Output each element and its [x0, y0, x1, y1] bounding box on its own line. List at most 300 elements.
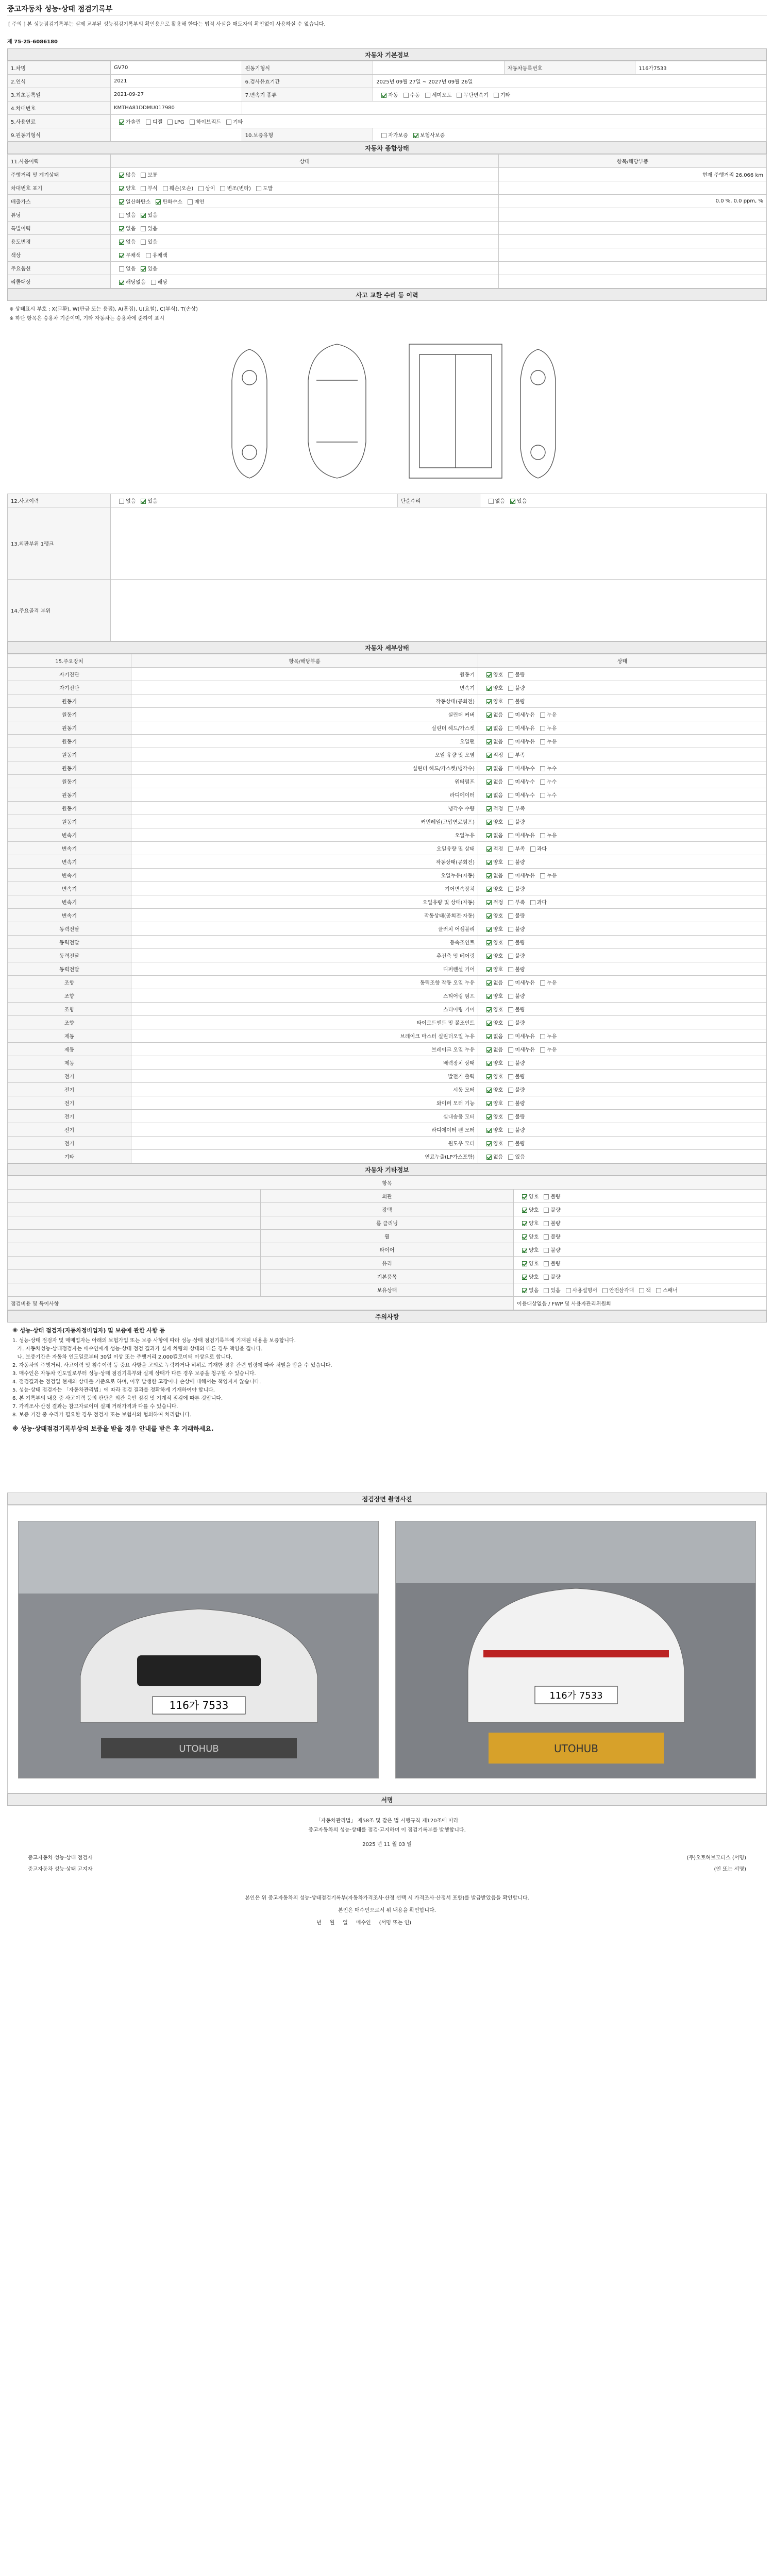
checkbox-icon[interactable]	[530, 846, 535, 852]
checkbox-icon[interactable]	[508, 913, 513, 919]
detail-option[interactable]	[481, 672, 503, 678]
detail-option[interactable]	[481, 699, 503, 705]
detail-option[interactable]	[481, 967, 503, 973]
checkbox-icon[interactable]	[508, 994, 513, 999]
detail-option[interactable]	[481, 713, 503, 718]
checkbox-icon[interactable]	[486, 1007, 492, 1012]
checkbox-icon[interactable]	[141, 226, 146, 231]
basic-option[interactable]	[114, 120, 141, 125]
checkbox-icon[interactable]	[508, 753, 513, 758]
checkbox-icon[interactable]	[486, 726, 492, 731]
detail-option[interactable]	[481, 833, 503, 839]
checkbox-icon[interactable]	[508, 766, 513, 771]
detail-option[interactable]	[481, 1141, 503, 1147]
checkbox-icon[interactable]	[119, 120, 124, 125]
detail-status	[478, 1016, 767, 1029]
basic-option[interactable]	[376, 133, 408, 139]
checkbox-icon[interactable]	[508, 699, 513, 704]
summary-option[interactable]	[136, 213, 157, 218]
checkbox-icon[interactable]	[425, 93, 430, 98]
tool-option[interactable]	[634, 1288, 651, 1294]
checkbox-icon[interactable]	[656, 1288, 661, 1293]
checkbox-icon[interactable]	[226, 120, 231, 125]
checkbox-icon[interactable]	[639, 1288, 644, 1293]
checkbox-icon[interactable]	[167, 120, 173, 125]
checkbox-icon[interactable]	[508, 927, 513, 932]
checkbox-icon[interactable]	[486, 1088, 492, 1093]
basic-option[interactable]	[408, 133, 445, 139]
detail-option[interactable]	[535, 779, 557, 785]
detail-option[interactable]	[481, 1047, 503, 1053]
checkbox-icon[interactable]	[486, 833, 492, 838]
checkbox-icon[interactable]	[486, 1034, 492, 1039]
checkbox-icon[interactable]	[508, 967, 513, 972]
detail-option[interactable]	[481, 686, 503, 691]
detail-option[interactable]	[503, 1034, 535, 1040]
detail-option[interactable]	[481, 1088, 503, 1093]
checkbox-icon[interactable]	[508, 713, 513, 718]
checkbox-icon[interactable]	[540, 1047, 545, 1053]
checkbox-icon[interactable]	[508, 887, 513, 892]
summary-option[interactable]	[136, 173, 157, 178]
detail-option[interactable]	[503, 820, 525, 825]
checkbox-icon[interactable]	[119, 173, 124, 178]
checkbox-icon[interactable]	[544, 1248, 549, 1253]
checkbox-icon[interactable]	[486, 860, 492, 865]
detail-option[interactable]	[503, 954, 525, 959]
basic-option[interactable]	[398, 93, 420, 98]
other-option[interactable]	[539, 1275, 560, 1280]
checkbox-icon[interactable]	[220, 186, 225, 191]
checkbox-icon[interactable]	[381, 133, 386, 138]
detail-option[interactable]	[535, 1034, 557, 1040]
summary-option[interactable]	[146, 280, 167, 285]
summary-option[interactable]	[114, 199, 150, 205]
detail-option[interactable]	[481, 980, 503, 986]
summary-option[interactable]	[114, 280, 146, 285]
checkbox-icon[interactable]	[486, 753, 492, 758]
detail-option[interactable]	[481, 860, 503, 866]
detail-option[interactable]	[481, 846, 503, 852]
checkbox-icon[interactable]	[486, 806, 492, 811]
checkbox-icon[interactable]	[522, 1288, 527, 1293]
checkbox-icon[interactable]	[256, 186, 261, 191]
detail-option[interactable]	[481, 1101, 503, 1107]
summary-option[interactable]	[251, 186, 273, 192]
other-option[interactable]	[539, 1234, 560, 1240]
detail-option[interactable]	[481, 940, 503, 946]
checkbox-icon[interactable]	[522, 1221, 527, 1226]
checkbox-icon[interactable]	[540, 980, 545, 986]
checkbox-icon[interactable]	[486, 994, 492, 999]
other-option[interactable]	[539, 1261, 560, 1267]
checkbox-icon[interactable]	[540, 713, 545, 718]
summary-option[interactable]	[136, 226, 157, 232]
tool-option[interactable]	[517, 1288, 539, 1294]
checkbox-icon[interactable]	[544, 1261, 549, 1266]
checkbox-icon[interactable]	[508, 686, 513, 691]
detail-option[interactable]	[503, 994, 525, 999]
detail-option[interactable]	[481, 1021, 503, 1026]
detail-option[interactable]	[481, 820, 503, 825]
basic-option[interactable]	[489, 93, 510, 98]
detail-option[interactable]	[481, 739, 503, 745]
checkbox-icon[interactable]	[508, 820, 513, 825]
detail-option[interactable]	[503, 713, 535, 718]
checkbox-icon[interactable]	[146, 120, 151, 125]
checkbox-icon[interactable]	[508, 1155, 513, 1160]
checkbox-icon[interactable]	[146, 253, 151, 258]
detail-option[interactable]	[535, 713, 557, 718]
detail-option[interactable]	[481, 1061, 503, 1066]
detail-option[interactable]	[535, 833, 557, 839]
checkbox-icon[interactable]	[119, 213, 124, 218]
checkbox-icon[interactable]	[508, 954, 513, 959]
checkbox-icon[interactable]	[486, 954, 492, 959]
detail-item: 오일팬	[131, 735, 478, 748]
checkbox-icon[interactable]	[508, 1088, 513, 1093]
other-option[interactable]	[517, 1248, 539, 1253]
detail-option[interactable]	[481, 900, 503, 906]
checkbox-icon[interactable]	[486, 766, 492, 771]
detail-option[interactable]	[503, 1114, 525, 1120]
checkbox-icon[interactable]	[508, 833, 513, 838]
checkbox-icon[interactable]	[486, 940, 492, 945]
detail-option[interactable]	[503, 1128, 525, 1133]
detail-option[interactable]	[481, 913, 503, 919]
checkbox-icon[interactable]	[566, 1288, 571, 1293]
checkbox-icon[interactable]	[141, 213, 146, 218]
other-option[interactable]	[517, 1221, 539, 1227]
checkbox-icon[interactable]	[540, 1034, 545, 1039]
checkbox-icon[interactable]	[508, 1074, 513, 1079]
detail-option[interactable]	[503, 940, 525, 946]
checkbox-icon[interactable]	[544, 1234, 549, 1240]
repair-option[interactable]	[483, 499, 505, 504]
detail-option[interactable]	[503, 1061, 525, 1066]
detail-option[interactable]	[503, 793, 535, 799]
checkbox-icon[interactable]	[119, 226, 124, 231]
checkbox-icon[interactable]	[508, 1101, 513, 1106]
tool-option[interactable]	[539, 1288, 560, 1294]
detail-option[interactable]	[503, 887, 525, 892]
checkbox-icon[interactable]	[151, 280, 156, 285]
detail-option[interactable]	[481, 873, 503, 879]
checkbox-icon[interactable]	[486, 1047, 492, 1053]
detail-option[interactable]	[481, 887, 503, 892]
detail-option[interactable]	[535, 793, 557, 799]
checkbox-icon[interactable]	[486, 887, 492, 892]
detail-option[interactable]	[481, 753, 503, 758]
checkbox-icon[interactable]	[486, 739, 492, 744]
detail-option[interactable]	[535, 766, 557, 772]
checkbox-icon[interactable]	[508, 846, 513, 852]
summary-option[interactable]	[114, 266, 136, 272]
detail-option[interactable]	[503, 900, 525, 906]
checkbox-icon[interactable]	[544, 1221, 549, 1226]
detail-option[interactable]	[481, 994, 503, 999]
detail-option[interactable]	[503, 686, 525, 691]
other-option[interactable]	[517, 1261, 539, 1267]
detail-option[interactable]	[503, 739, 535, 745]
checkbox-icon[interactable]	[119, 499, 124, 504]
detail-option[interactable]	[481, 1034, 503, 1040]
checkbox-icon[interactable]	[510, 499, 515, 504]
checkbox-icon[interactable]	[119, 266, 124, 272]
detail-option-label: 없음	[493, 1155, 503, 1160]
checkbox-icon[interactable]	[486, 1155, 492, 1160]
checkbox-icon[interactable]	[522, 1234, 527, 1240]
detail-option[interactable]	[503, 833, 535, 839]
checkbox-icon[interactable]	[486, 820, 492, 825]
checkbox-icon[interactable]	[540, 833, 545, 838]
other-option[interactable]	[517, 1234, 539, 1240]
detail-option[interactable]	[481, 1114, 503, 1120]
checkbox-icon[interactable]	[508, 1114, 513, 1120]
checkbox-icon[interactable]	[486, 846, 492, 852]
checkbox-icon[interactable]	[141, 240, 146, 245]
checkbox-icon[interactable]	[141, 173, 146, 178]
checkbox-icon[interactable]	[489, 499, 494, 504]
checkbox-icon[interactable]	[486, 900, 492, 905]
detail-option[interactable]	[525, 900, 547, 906]
checkbox-icon[interactable]	[486, 1074, 492, 1079]
detail-option[interactable]	[503, 846, 525, 852]
summary-option[interactable]	[114, 213, 136, 218]
checkbox-icon[interactable]	[198, 186, 204, 191]
summary-option[interactable]	[136, 186, 157, 192]
checkbox-icon[interactable]	[508, 1007, 513, 1012]
detail-option[interactable]	[503, 1047, 535, 1053]
other-option[interactable]	[539, 1248, 560, 1253]
checkbox-icon[interactable]	[486, 1061, 492, 1066]
checkbox-icon[interactable]	[486, 927, 492, 932]
checkbox-icon[interactable]	[602, 1288, 608, 1293]
summary-option[interactable]	[182, 199, 204, 205]
detail-option[interactable]	[535, 739, 557, 745]
checkbox-icon[interactable]	[508, 1034, 513, 1039]
checkbox-icon[interactable]	[119, 186, 124, 191]
checkbox-icon[interactable]	[544, 1275, 549, 1280]
checkbox-icon[interactable]	[141, 499, 146, 504]
basic-option[interactable]	[221, 120, 243, 125]
checkbox-icon[interactable]	[508, 1047, 513, 1053]
detail-option[interactable]	[535, 980, 557, 986]
checkbox-icon[interactable]	[486, 713, 492, 718]
checkbox-icon[interactable]	[486, 793, 492, 798]
summary-option[interactable]	[158, 186, 193, 192]
detail-option[interactable]	[503, 873, 535, 879]
detail-option[interactable]	[481, 954, 503, 959]
other-option[interactable]	[517, 1275, 539, 1280]
summary-option[interactable]	[114, 240, 136, 245]
checkbox-icon[interactable]	[540, 739, 545, 744]
checkbox-icon[interactable]	[522, 1208, 527, 1213]
checkbox-icon[interactable]	[404, 93, 409, 98]
accident-option[interactable]	[136, 499, 157, 504]
checkbox-icon[interactable]	[508, 1128, 513, 1133]
detail-option[interactable]	[503, 1007, 525, 1013]
checkbox-icon[interactable]	[190, 120, 195, 125]
detail-item: 스티어링 기어	[131, 1003, 478, 1016]
checkbox-icon[interactable]	[508, 980, 513, 986]
checkbox-icon[interactable]	[508, 739, 513, 744]
checkbox-icon[interactable]	[508, 672, 513, 677]
basic-option[interactable]	[184, 120, 221, 125]
other-option[interactable]	[539, 1221, 560, 1227]
checkbox-icon[interactable]	[119, 240, 124, 245]
checkbox-icon[interactable]	[119, 280, 124, 285]
detail-option[interactable]	[481, 1128, 503, 1133]
summary-option[interactable]	[114, 253, 141, 259]
checkbox-icon[interactable]	[486, 980, 492, 986]
checkbox-icon[interactable]	[119, 253, 124, 258]
checkbox-icon[interactable]	[486, 967, 492, 972]
detail-option[interactable]	[503, 913, 525, 919]
tool-option[interactable]	[561, 1288, 597, 1294]
accident-option[interactable]	[114, 499, 136, 504]
summary-option[interactable]	[215, 186, 250, 192]
detail-option[interactable]	[503, 1141, 525, 1147]
summary-option[interactable]	[193, 186, 215, 192]
detail-option[interactable]	[503, 672, 525, 678]
checkbox-icon[interactable]	[540, 873, 545, 878]
checkbox-icon[interactable]	[141, 186, 146, 191]
detail-option[interactable]	[481, 806, 503, 812]
checkbox-icon[interactable]	[508, 726, 513, 731]
detail-option[interactable]	[503, 1021, 525, 1026]
car-left-side	[232, 349, 267, 478]
detail-option[interactable]	[481, 927, 503, 933]
detail-option[interactable]	[503, 699, 525, 705]
detail-option[interactable]	[503, 753, 525, 758]
checkbox-icon[interactable]	[522, 1275, 527, 1280]
detail-option[interactable]	[481, 726, 503, 732]
checkbox-icon[interactable]	[522, 1248, 527, 1253]
checkbox-icon[interactable]	[486, 672, 492, 677]
checkbox-icon[interactable]	[508, 1141, 513, 1146]
summary-option[interactable]	[141, 253, 167, 259]
checkbox-icon[interactable]	[486, 1114, 492, 1120]
detail-option[interactable]	[535, 726, 557, 732]
detail-option[interactable]	[503, 1155, 525, 1160]
checkbox-icon[interactable]	[457, 93, 462, 98]
detail-option-label: 없음	[493, 793, 503, 799]
checkbox-icon[interactable]	[522, 1194, 527, 1199]
checkbox-icon[interactable]	[494, 93, 499, 98]
checkbox-icon[interactable]	[486, 873, 492, 878]
other-option[interactable]	[539, 1194, 560, 1200]
detail-option[interactable]	[481, 793, 503, 799]
checkbox-icon[interactable]	[508, 806, 513, 811]
checkbox-icon[interactable]	[544, 1288, 549, 1293]
detail-option[interactable]	[481, 1074, 503, 1080]
checkbox-icon[interactable]	[540, 766, 545, 771]
detail-option[interactable]	[481, 766, 503, 772]
basic-option[interactable]	[451, 93, 488, 98]
detail-option[interactable]	[503, 927, 525, 933]
tool-option[interactable]	[651, 1288, 678, 1294]
repair-option[interactable]	[505, 499, 527, 504]
summary-option[interactable]	[114, 226, 136, 232]
other-option[interactable]	[517, 1208, 539, 1213]
other-option-label: 양호	[529, 1194, 539, 1200]
detail-option[interactable]	[525, 846, 547, 852]
checkbox-icon[interactable]	[486, 1021, 492, 1026]
checkbox-icon[interactable]	[544, 1194, 549, 1199]
checkbox-icon[interactable]	[530, 900, 535, 905]
basic-option[interactable]	[162, 120, 184, 125]
checkbox-icon[interactable]	[522, 1261, 527, 1266]
detail-option[interactable]	[535, 1047, 557, 1053]
checkbox-icon[interactable]	[508, 873, 513, 878]
checkbox-icon[interactable]	[508, 900, 513, 905]
detail-option[interactable]	[481, 1007, 503, 1013]
checkbox-icon[interactable]	[486, 779, 492, 785]
checkbox-icon[interactable]	[413, 133, 418, 138]
checkbox-icon[interactable]	[141, 266, 146, 272]
detail-option[interactable]	[481, 1155, 503, 1160]
checkbox-icon[interactable]	[508, 779, 513, 785]
checkbox-icon[interactable]	[508, 1021, 513, 1026]
checkbox-icon[interactable]	[540, 793, 545, 798]
summary-option[interactable]	[114, 186, 136, 192]
detail-option[interactable]	[503, 726, 535, 732]
basic-option[interactable]	[376, 93, 398, 98]
summary-option[interactable]	[150, 199, 182, 205]
detail-option[interactable]	[481, 779, 503, 785]
checkbox-icon[interactable]	[486, 913, 492, 919]
other-option[interactable]	[539, 1208, 560, 1213]
checkbox-icon[interactable]	[540, 726, 545, 731]
checkbox-icon[interactable]	[486, 1101, 492, 1106]
checkbox-icon[interactable]	[508, 793, 513, 798]
checkbox-icon[interactable]	[544, 1208, 549, 1213]
summary-label: 색상	[8, 248, 111, 262]
summary-option[interactable]	[136, 240, 157, 245]
checkbox-icon[interactable]	[486, 699, 492, 704]
detail-option[interactable]	[503, 860, 525, 866]
detail-option[interactable]	[503, 766, 535, 772]
detail-option[interactable]	[503, 980, 535, 986]
checkbox-icon[interactable]	[381, 93, 386, 98]
basic-option[interactable]	[141, 120, 162, 125]
checkbox-icon[interactable]	[163, 186, 168, 191]
detail-option[interactable]	[503, 779, 535, 785]
checkbox-icon[interactable]	[508, 1061, 513, 1066]
other-option[interactable]	[517, 1194, 539, 1200]
checkbox-icon[interactable]	[486, 1128, 492, 1133]
checkbox-icon[interactable]	[486, 1141, 492, 1146]
detail-option[interactable]	[503, 967, 525, 973]
detail-option[interactable]	[503, 1101, 525, 1107]
checkbox-icon[interactable]	[486, 686, 492, 691]
checkbox-icon[interactable]	[156, 199, 161, 205]
detail-option[interactable]	[503, 1074, 525, 1080]
tool-option[interactable]	[597, 1288, 634, 1294]
detail-option[interactable]	[503, 1088, 525, 1093]
checkbox-icon[interactable]	[540, 779, 545, 785]
summary-option[interactable]	[136, 266, 157, 272]
basic-option[interactable]	[420, 93, 452, 98]
checkbox-icon[interactable]	[508, 940, 513, 945]
summary-option[interactable]	[114, 173, 136, 178]
checkbox-icon[interactable]	[188, 199, 193, 205]
detail-option[interactable]	[535, 873, 557, 879]
checkbox-icon[interactable]	[119, 199, 124, 205]
detail-option[interactable]	[503, 806, 525, 812]
checkbox-icon[interactable]	[508, 860, 513, 865]
